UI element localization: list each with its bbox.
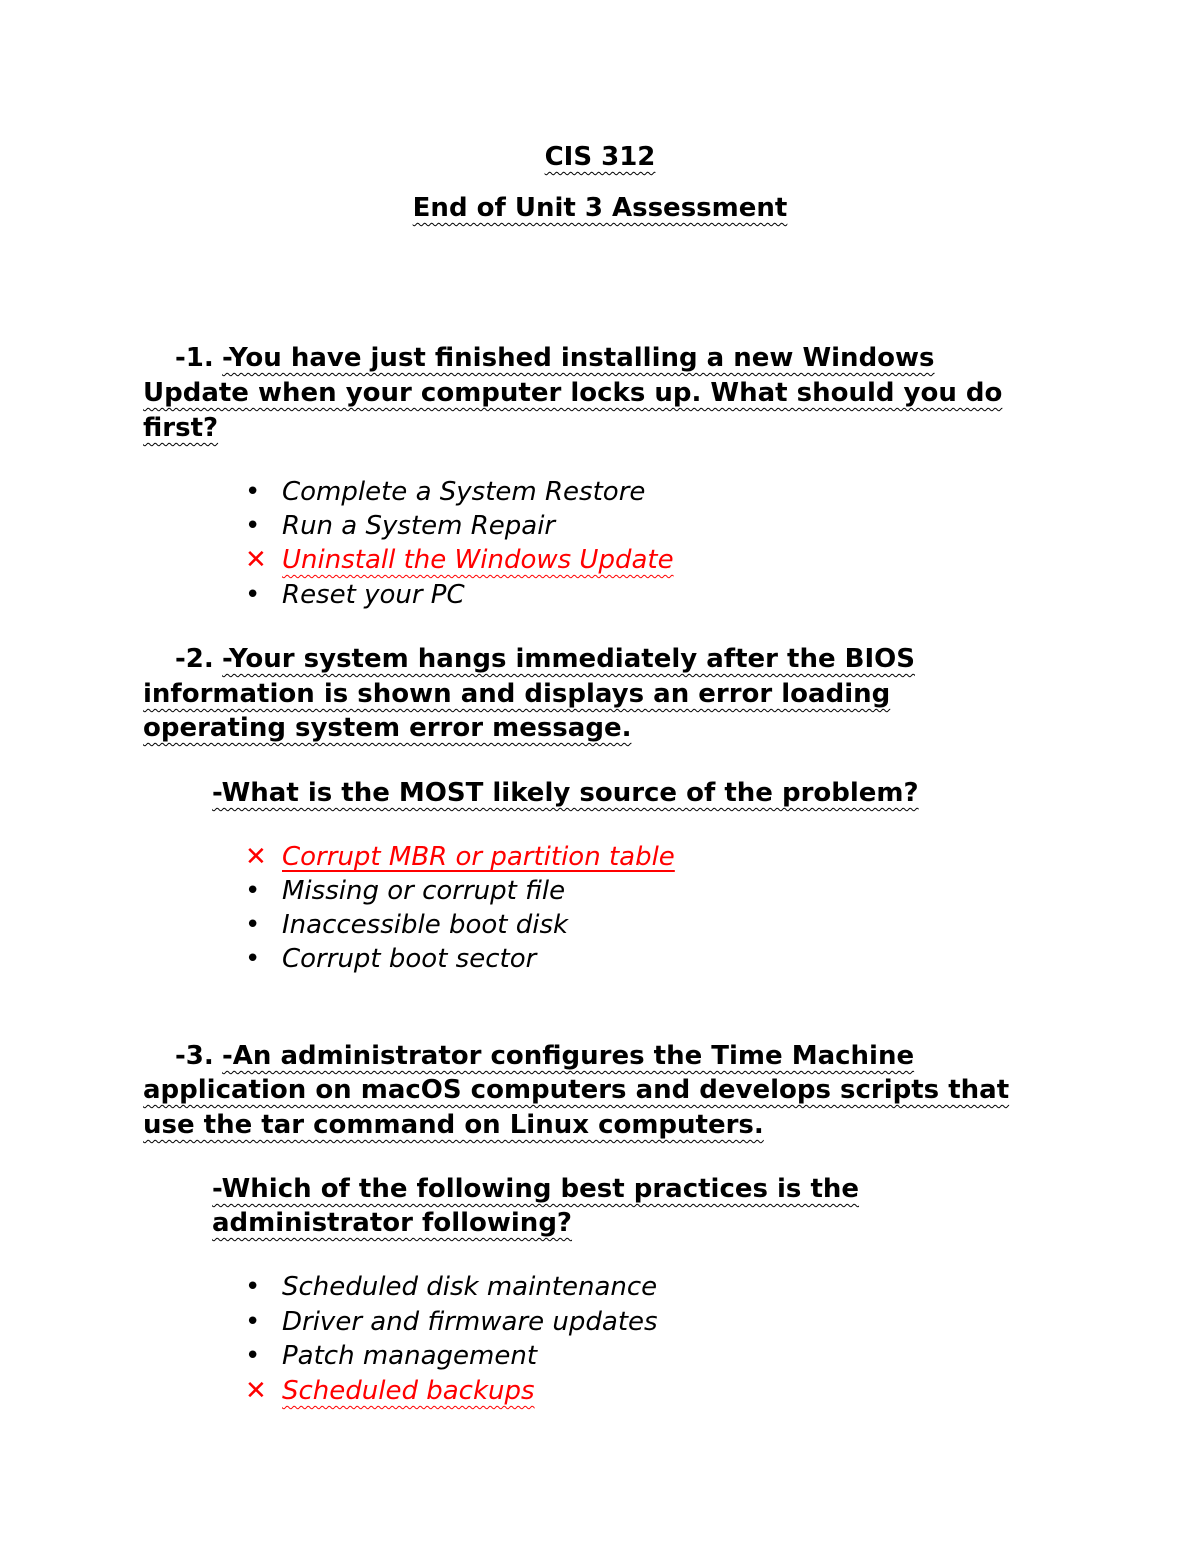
bullet-icon: • (245, 944, 261, 974)
bullet-icon: • (245, 910, 261, 940)
document-page: CIS 312 End of Unit 3 Assessment -1. -You have just finished installing a new Windows Update when your computer locks up. What should you do first? • Complete a System Restore • Run a System Repair ✕ Uninstall the Windows Update • Reset your PC -2. -Your system hangs immediately after the BIOS information is shown and displays an error loading operating system error message. -What is the MOST likely source of the problem? ✕ Corrupt MBR or partition table • Missing or corrupt file • Inaccessible boot disk • Corrupt boot sector -3. -An administrator configures the Time Machine application on macOS computers and develops scripts that use the tar command on Linux computers. -Which of the following best practices is the administrator following? • Scheduled disk maintenance • Driver and firmware updates • Patch management ✕ Scheduled backups (0, 0, 1200, 1553)
sub-question-line: -Which of the following best practices is the (212, 1174, 860, 1204)
sub-question-line: -What is the MOST likely source of the problem? (212, 778, 919, 808)
bullet-icon: • (245, 477, 261, 507)
bullet-icon: • (245, 1307, 261, 1337)
sub-question-line: administrator following? (212, 1208, 573, 1238)
question-text-line: first? (143, 413, 219, 443)
bullet-icon: • (245, 1272, 261, 1302)
question-text-line: -You have just finished installing a new Windows (222, 343, 935, 373)
course-code: CIS 312 (544, 142, 656, 172)
cross-mark-icon: ✕ (245, 842, 267, 872)
question-text-line: -An administrator configures the Time Machine (222, 1041, 915, 1071)
question-text-line: Update when your computer locks up. What should you do (143, 378, 1003, 408)
bullet-icon: • (245, 1341, 261, 1371)
question-number: -1. (175, 343, 214, 373)
bullet-icon: • (245, 580, 261, 610)
question-number: -3. (175, 1041, 214, 1071)
question-text-line: operating system error message. (143, 713, 632, 743)
document-title: End of Unit 3 Assessment (412, 193, 788, 223)
question-number: -2. (175, 644, 214, 674)
question-text-line: use the tar command on Linux computers. (143, 1110, 764, 1140)
bullet-icon: • (245, 876, 261, 906)
cross-mark-icon: ✕ (245, 1376, 267, 1406)
bullet-icon: • (245, 511, 261, 541)
question-text-line: -Your system hangs immediately after the BIOS (222, 644, 915, 674)
cross-mark-icon: ✕ (245, 545, 267, 575)
question-text-line: information is shown and displays an error loading (143, 679, 891, 709)
question-text-line: application on macOS computers and develops scripts that (143, 1075, 1010, 1105)
